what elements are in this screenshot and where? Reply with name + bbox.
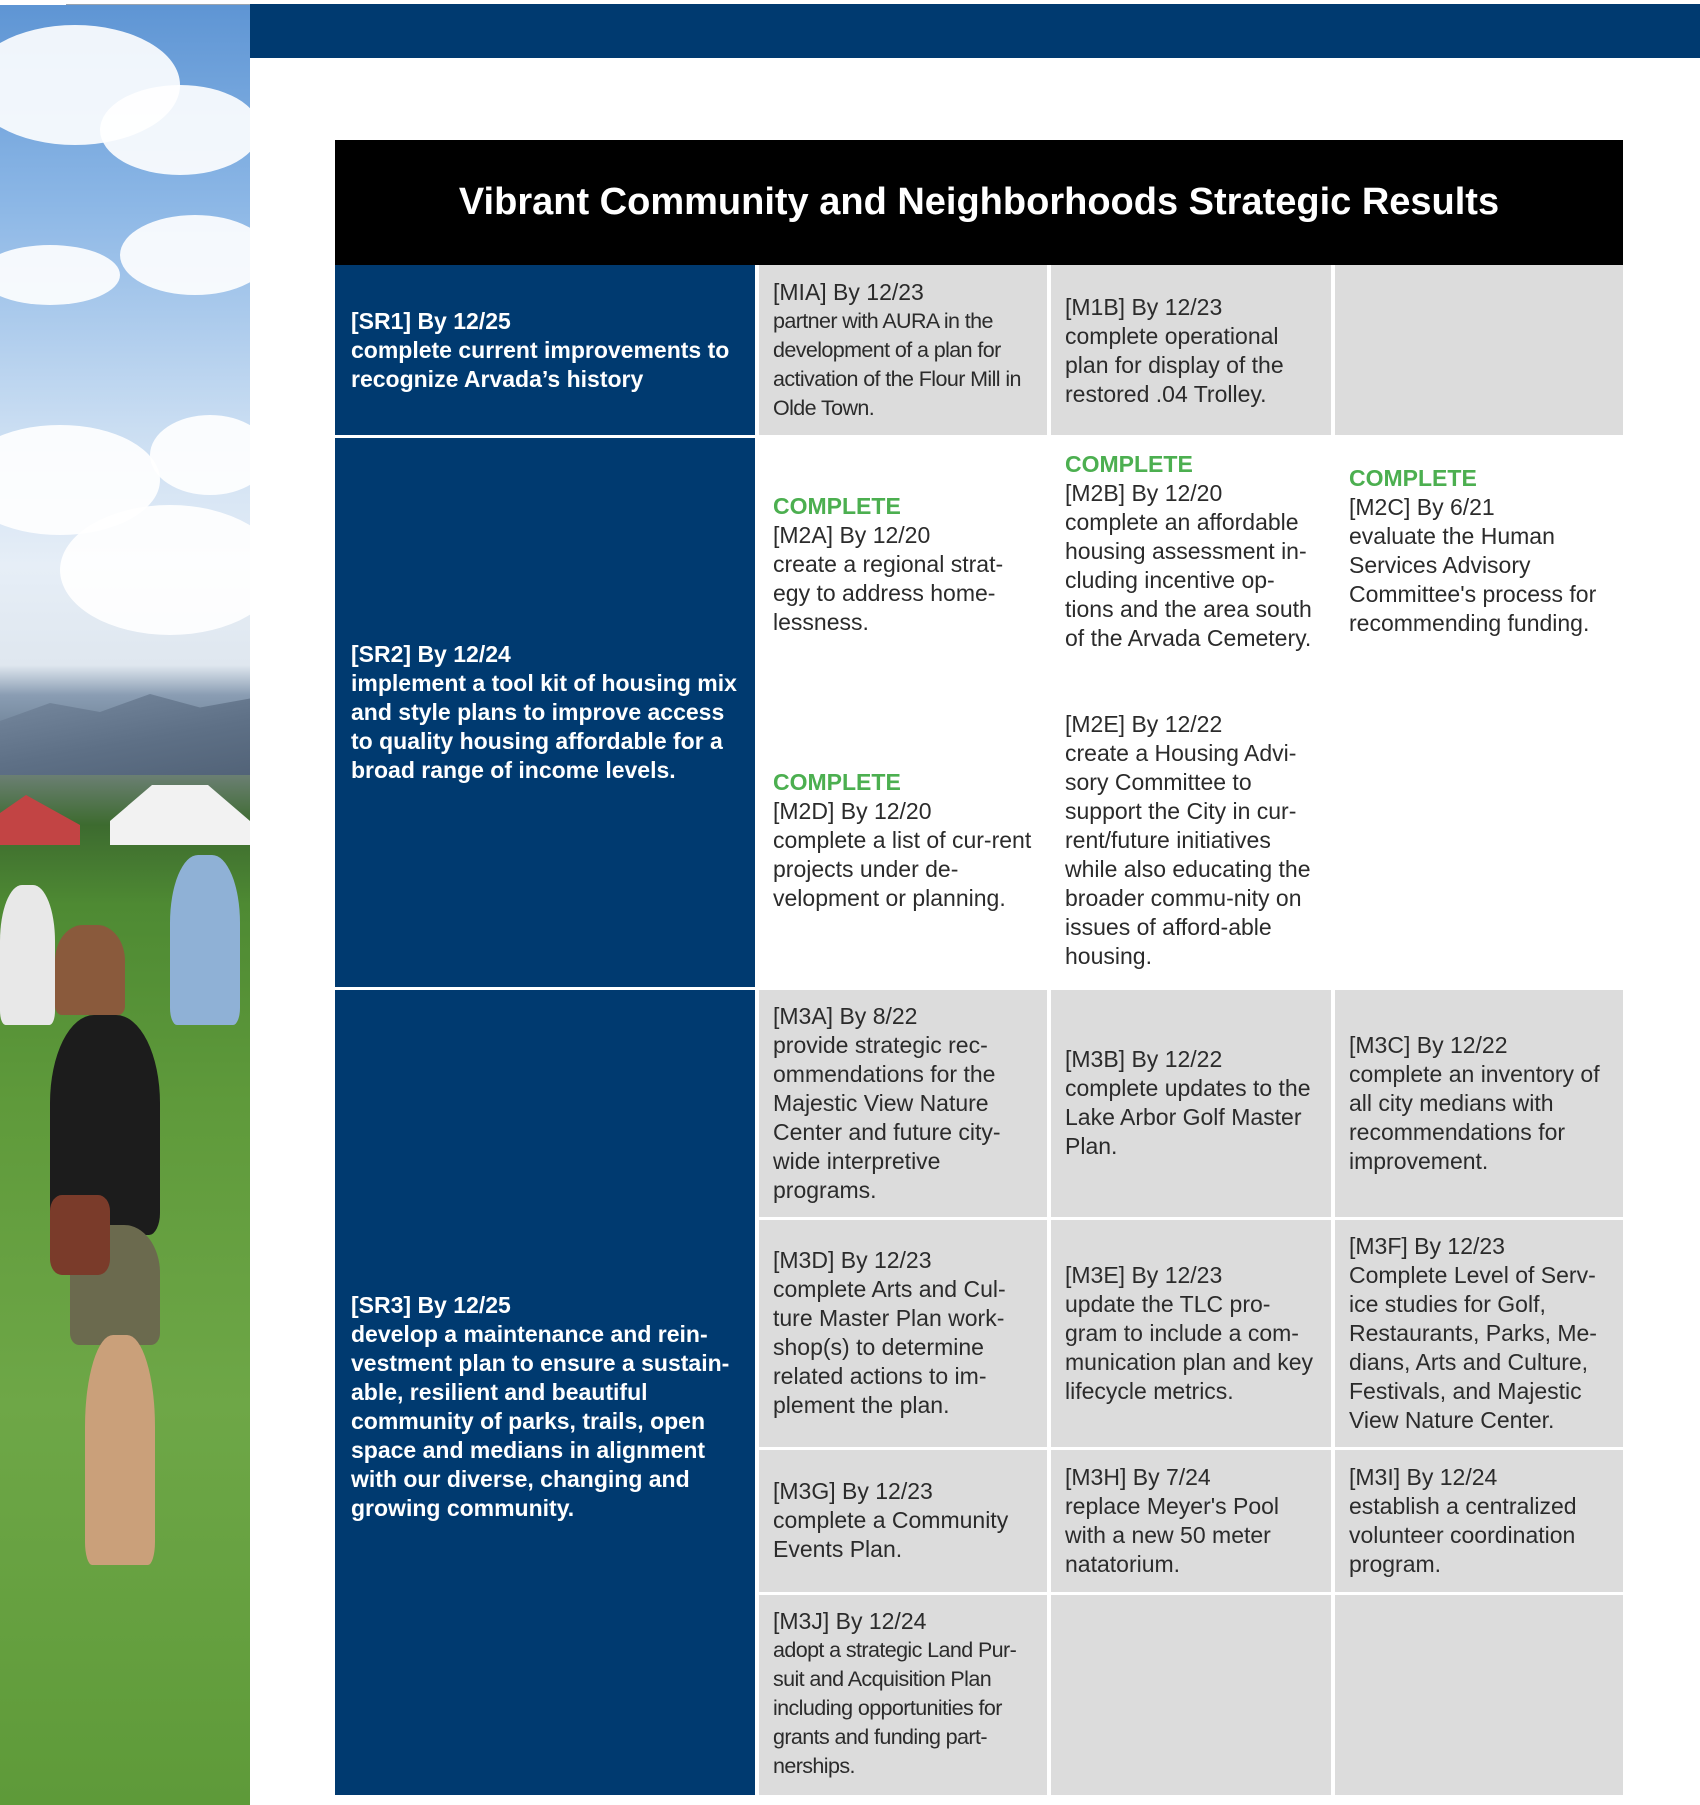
grid-line bbox=[1047, 265, 1051, 436]
m2c-cell bbox=[1333, 464, 1623, 684]
m2b-status: COMPLETE bbox=[1065, 451, 1193, 477]
m1b-body: complete operational plan for display of the restored .04 Trolley. bbox=[1065, 322, 1284, 407]
m3c-cell bbox=[1333, 988, 1623, 1218]
empty-cell bbox=[1049, 1593, 1333, 1795]
grid-line bbox=[757, 1217, 1623, 1220]
grid-line bbox=[335, 987, 1623, 990]
grid-line bbox=[335, 435, 1623, 438]
m3f-cell bbox=[1333, 1218, 1623, 1448]
grid-line bbox=[1331, 988, 1335, 1795]
m2a-body: create a regional strat-egy to address home-lessness. bbox=[773, 551, 1004, 635]
m2e-body: create a Housing Advi-sory Committee to support the City in cur-rent/future initiatives while also educating the broader commu-nity on issues of afford-able housing. bbox=[1065, 740, 1311, 969]
m2a-cell bbox=[757, 492, 1049, 642]
grid-line bbox=[757, 1592, 1623, 1595]
m1b-head: [M1B] By 12/23 bbox=[1065, 293, 1223, 320]
sr3-cell bbox=[335, 988, 757, 1795]
m2a-status: COMPLETE bbox=[773, 493, 901, 519]
m3b-head: [M3B] By 12/22 bbox=[1065, 1046, 1223, 1072]
m3d-cell bbox=[757, 1218, 1049, 1448]
m2e-cell bbox=[1049, 710, 1333, 980]
m3c-head: [M3C] By 12/22 bbox=[1349, 1031, 1508, 1058]
m2c-head: [M2C] By 6/21 bbox=[1349, 494, 1495, 520]
sr2-body: implement a tool kit of housing mix and style plans to improve access to quality housing affordable for a broad range of income levels. bbox=[351, 669, 737, 783]
grid-line bbox=[1047, 988, 1051, 1795]
sr1-body: complete current improvements to recognize Arvada’s history bbox=[351, 337, 730, 392]
festival-photo bbox=[0, 5, 250, 1805]
m2b-cell bbox=[1049, 450, 1333, 690]
m3c-body: complete an inventory of all city medians with recommendations for improvement. bbox=[1349, 1060, 1600, 1174]
m3e-head: [M3E] By 12/23 bbox=[1065, 1261, 1223, 1288]
table-title: Vibrant Community and Neighborhoods Strategic Results bbox=[335, 140, 1623, 265]
m2d-status: COMPLETE bbox=[773, 769, 901, 795]
m3a-body: provide strategic rec-ommendations for the Majestic View Nature Center and future city-wide interpretive programs. bbox=[773, 1031, 1001, 1203]
empty-cell bbox=[1333, 265, 1623, 436]
m1a-cell bbox=[757, 265, 1049, 436]
m2c-body: evaluate the Human Services Advisory Committee's process for recommending funding. bbox=[1349, 523, 1597, 636]
m3j-body: adopt a strategic Land Pur-suit and Acquisition Plan including opportunities for grants and funding part-nerships. bbox=[773, 1638, 1017, 1778]
m3f-body: Complete Level of Serv-ice studies for Golf, Restaurants, Parks, Me-dians, Arts and Culture, Festivals, and Majestic View Nature Center. bbox=[1349, 1261, 1597, 1433]
m3i-head: [M3I] By 12/24 bbox=[1349, 1463, 1498, 1490]
grid-line bbox=[1331, 265, 1335, 436]
m2a-head: [M2A] By 12/20 bbox=[773, 522, 931, 548]
m3g-head: [M3G] By 12/23 bbox=[773, 1478, 933, 1504]
m1b-cell bbox=[1049, 265, 1333, 436]
grid-line bbox=[757, 1447, 1623, 1450]
m2d-head: [M2D] By 12/20 bbox=[773, 798, 932, 824]
m3d-head: [M3D] By 12/23 bbox=[773, 1247, 932, 1273]
m3f-head: [M3F] By 12/23 bbox=[1349, 1232, 1505, 1259]
m3h-body: replace Meyer's Pool with a new 50 meter natatorium. bbox=[1065, 1492, 1280, 1577]
m3b-cell bbox=[1049, 988, 1333, 1218]
m2d-body: complete a list of cur-rent projects under de-velopment or planning. bbox=[773, 827, 1032, 911]
m1a-head: [MIA] By 12/23 bbox=[773, 279, 924, 305]
m3g-body: complete a Community Events Plan. bbox=[773, 1507, 1009, 1562]
m3i-body: establish a centralized volunteer coordination program. bbox=[1349, 1492, 1577, 1577]
grid-line bbox=[755, 265, 759, 1795]
m3a-cell bbox=[757, 988, 1049, 1218]
m3j-cell bbox=[757, 1593, 1049, 1795]
m3i-cell bbox=[1333, 1448, 1623, 1593]
m3j-head: [M3J] By 12/24 bbox=[773, 1608, 927, 1634]
m3a-head: [M3A] By 8/22 bbox=[773, 1002, 918, 1029]
m3h-cell bbox=[1049, 1448, 1333, 1593]
header-band bbox=[250, 4, 1700, 58]
m3d-body: complete Arts and Cul-ture Master Plan work-shop(s) to determine related actions to im-plement the plan. bbox=[773, 1276, 1006, 1418]
m3e-cell bbox=[1049, 1218, 1333, 1448]
sr2-head: [SR2] By 12/24 bbox=[351, 640, 511, 667]
m2b-head: [M2B] By 12/20 bbox=[1065, 480, 1223, 506]
m3g-cell bbox=[757, 1448, 1049, 1593]
m1a-body: partner with AURA in the development of a plan for activation of the Flour Mill in Olde Town. bbox=[773, 309, 1021, 420]
m3e-body: update the TLC pro-gram to include a com-munication plan and key lifecycle metrics. bbox=[1065, 1290, 1314, 1404]
m2b-body: complete an affordable housing assessment in-cluding incentive op-tions and the area south of the Arvada Cemetery. bbox=[1065, 509, 1312, 651]
m2c-status: COMPLETE bbox=[1349, 465, 1477, 491]
m3h-head: [M3H] By 7/24 bbox=[1065, 1463, 1211, 1490]
m2d-cell bbox=[757, 768, 1049, 918]
sr1-head: [SR1] By 12/25 bbox=[351, 308, 511, 334]
empty-cell bbox=[1333, 1593, 1623, 1795]
sr2-cell bbox=[335, 436, 757, 988]
sr3-body: develop a maintenance and rein-vestment plan to ensure a sustain-able, resilient and beautiful community of parks, trails, open space and medians in alignment with our diverse, changing and growing community. bbox=[351, 1320, 730, 1521]
m3b-body: complete updates to the Lake Arbor Golf Master Plan. bbox=[1065, 1075, 1311, 1159]
m2e-head: [M2E] By 12/22 bbox=[1065, 711, 1223, 737]
sr1-cell bbox=[335, 265, 757, 436]
sr3-head: [SR3] By 12/25 bbox=[351, 1291, 511, 1318]
